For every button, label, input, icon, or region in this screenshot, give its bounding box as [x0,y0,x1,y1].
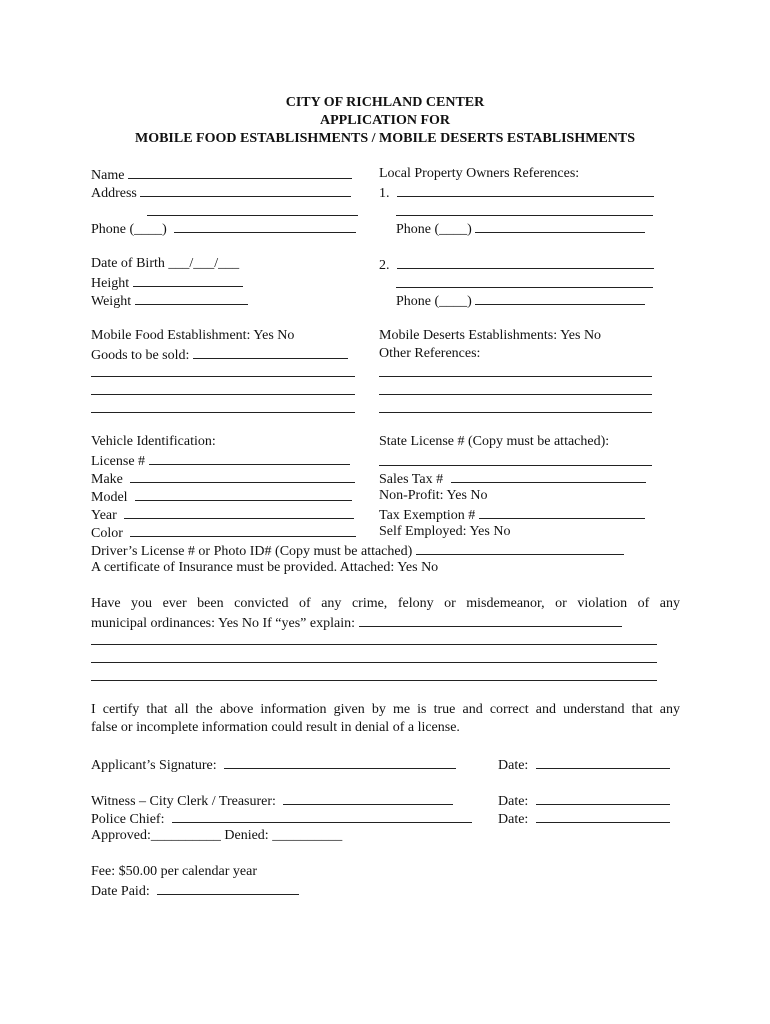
goods-row [91,345,348,365]
applicant-signature-row [91,755,456,775]
tax-exemption-row [379,505,645,525]
drivers-license-row [91,541,624,561]
applicant-signature-field[interactable] [224,755,456,769]
make-row [91,469,355,489]
address-row [91,183,351,203]
witness-row [91,791,453,811]
convicted-row [91,613,622,633]
phone-label: Phone (____) [91,222,167,237]
form-title-line3: MOBILE FOOD ESTABLISHMENTS / MOBILE DESERTS ESTABLISHMENTS [134,131,635,146]
date1-field[interactable] [536,755,670,769]
explain-line-2[interactable] [91,644,657,645]
goods-label: Goods to be sold: [91,348,190,363]
date-paid-label: Date Paid: [91,884,150,899]
witness-label: Witness – City Clerk / Treasurer: [91,794,276,809]
mobile-deserts-question[interactable]: Mobile Deserts Establishments: Yes No [379,328,602,343]
explain-line-4[interactable] [91,680,657,681]
goods-line-2[interactable] [91,376,355,377]
date2-row [498,791,670,811]
year-field[interactable] [124,505,354,519]
mobile-food-question[interactable]: Mobile Food Establishment: Yes No [91,328,295,343]
police-chief-row [91,809,472,829]
dob-row [91,255,239,273]
form-title-line1: CITY OF RICHLAND CENTER [285,95,485,110]
date2-field[interactable] [536,791,670,805]
license-field[interactable] [149,451,350,465]
model-field[interactable] [135,487,352,501]
phone-row [91,219,356,239]
references-title: Local Property Owners References: [379,166,580,181]
ref1-phone-row [396,219,645,239]
form-title-line2: APPLICATION FOR [319,113,451,128]
applicant-signature-label: Applicant’s Signature: [91,758,217,773]
tax-exemption-label: Tax Exemption # [379,508,476,523]
witness-field[interactable] [283,791,453,805]
other-refs-line-1[interactable] [379,376,652,377]
height-row [91,273,243,293]
weight-row [91,291,248,311]
date1-row [498,755,670,775]
explain-line-3[interactable] [91,662,657,663]
goods-line-4[interactable] [91,412,355,413]
date-paid-field[interactable] [157,881,299,895]
color-field[interactable] [130,523,356,537]
make-label: Make [91,472,123,487]
goods-line-3[interactable] [91,394,355,395]
sales-tax-row [379,469,646,489]
convicted-question-line2[interactable]: municipal ordinances: Yes No If “yes” explain: [91,616,355,631]
sales-tax-label: Sales Tax # [379,472,444,487]
ref2-label: 2. [379,258,390,273]
approval-row[interactable]: Approved:__________ Denied: __________ [91,828,343,843]
height-field[interactable] [133,273,243,287]
certify-line1: I certify that all the above information given by me is true and correct and understand that any [91,702,680,717]
date-paid-row [91,881,299,901]
ref2-phone-row [396,291,645,311]
state-license-label: State License # (Copy must be attached): [379,434,610,449]
state-license-field[interactable] [379,465,652,466]
color-label: Color [91,526,123,541]
license-label: License # [91,454,146,469]
ref2-field-line2[interactable] [396,287,653,288]
year-label: Year [91,508,117,523]
ref1-phone-field[interactable] [475,219,645,233]
address-field[interactable] [140,183,351,197]
weight-field[interactable] [135,291,248,305]
insurance-question[interactable]: A certificate of Insurance must be provided. Attached: Yes No [91,560,439,575]
other-references-label: Other References: [379,346,481,361]
ref2-field[interactable] [397,255,654,269]
convicted-explain-field[interactable] [359,613,622,627]
ref1-field-line2[interactable] [396,215,653,216]
ref2-phone-field[interactable] [475,291,645,305]
ref1-phone-label: Phone (____) [396,222,472,237]
police-chief-label: Police Chief: [91,812,165,827]
goods-field[interactable] [193,345,348,359]
date1-label: Date: [498,758,529,773]
fee-text: Fee: $50.00 per calendar year [91,864,257,879]
ref1-row [379,183,654,203]
vehicle-id-label: Vehicle Identification: [91,434,216,449]
address-label: Address [91,186,137,201]
date3-row [498,809,670,829]
year-row [91,505,354,525]
non-profit-question[interactable]: Non-Profit: Yes No [379,488,488,503]
certify-line2: false or incomplete information could result in denial of a license. [91,720,460,735]
height-label: Height [91,276,130,291]
model-row [91,487,352,507]
drivers-license-label: Driver’s License # or Photo ID# (Copy must be attached) [91,544,413,559]
date3-field[interactable] [536,809,670,823]
self-employed-question[interactable]: Self Employed: Yes No [379,524,511,539]
sales-tax-field[interactable] [451,469,646,483]
license-row [91,451,350,471]
weight-label: Weight [91,294,132,309]
other-refs-line-3[interactable] [379,412,652,413]
date2-label: Date: [498,794,529,809]
dob-label[interactable]: Date of Birth ___/___/___ [91,256,240,271]
make-field[interactable] [130,469,355,483]
phone-field[interactable] [174,219,356,233]
model-label: Model [91,490,128,505]
name-field[interactable] [128,165,352,179]
date3-label: Date: [498,812,529,827]
address-field-line2[interactable] [147,215,358,216]
color-row [91,523,356,543]
ref2-phone-label: Phone (____) [396,294,472,309]
ref1-field[interactable] [397,183,654,197]
drivers-license-field[interactable] [416,541,624,555]
name-row [91,165,352,185]
ref1-label: 1. [379,186,390,201]
ref2-row [379,255,654,275]
convicted-question-line1: Have you ever been convicted of any crime, felony or misdemeanor, or violation of any [91,596,680,611]
police-chief-field[interactable] [172,809,472,823]
other-refs-line-2[interactable] [379,394,652,395]
tax-exemption-field[interactable] [479,505,645,519]
name-label: Name [91,168,125,183]
